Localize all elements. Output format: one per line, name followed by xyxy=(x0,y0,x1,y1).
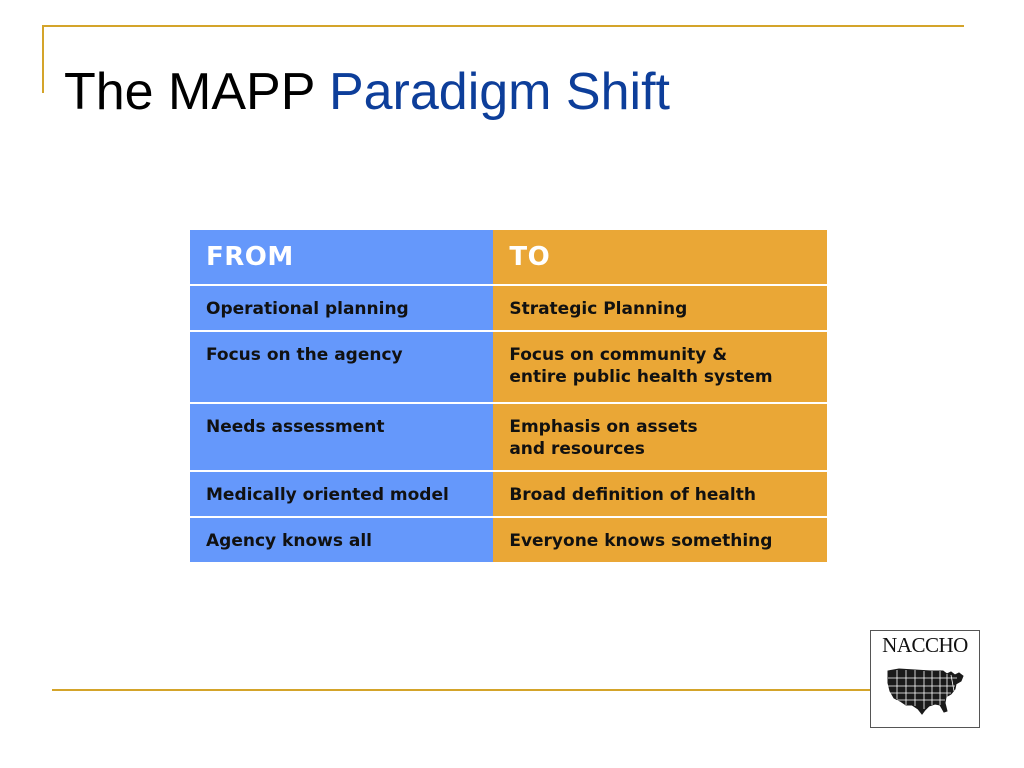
table-row xyxy=(190,331,827,403)
cell-to: Focus on community & entire public health system xyxy=(493,331,827,403)
cell-from: Agency knows all xyxy=(190,517,493,562)
cell-from: Needs assessment xyxy=(190,403,493,471)
cell-to: Strategic Planning xyxy=(493,285,827,331)
table-header-row xyxy=(190,230,827,285)
bottom-rule xyxy=(52,689,870,691)
cell-from: Operational planning xyxy=(190,285,493,331)
table-row xyxy=(190,403,827,471)
cell-to: Broad definition of health xyxy=(493,471,827,517)
top-rule xyxy=(42,25,964,27)
naccho-logo xyxy=(870,630,980,728)
table-row xyxy=(190,471,827,517)
us-map-icon xyxy=(885,665,967,717)
header-to: TO xyxy=(493,230,827,285)
cell-from: Medically oriented model xyxy=(190,471,493,517)
cell-to: Emphasis on assets and resources xyxy=(493,403,827,471)
left-rule xyxy=(42,25,44,93)
logo-text: NACCHO xyxy=(882,633,968,657)
paradigm-table xyxy=(190,230,827,562)
title-main: The MAPP xyxy=(64,63,315,121)
table-row xyxy=(190,517,827,562)
header-from: FROM xyxy=(190,230,493,285)
slide-title xyxy=(64,64,670,121)
table-row xyxy=(190,285,827,331)
cell-from: Focus on the agency xyxy=(190,331,493,403)
title-accent: Paradigm Shift xyxy=(328,63,670,121)
cell-to: Everyone knows something xyxy=(493,517,827,562)
